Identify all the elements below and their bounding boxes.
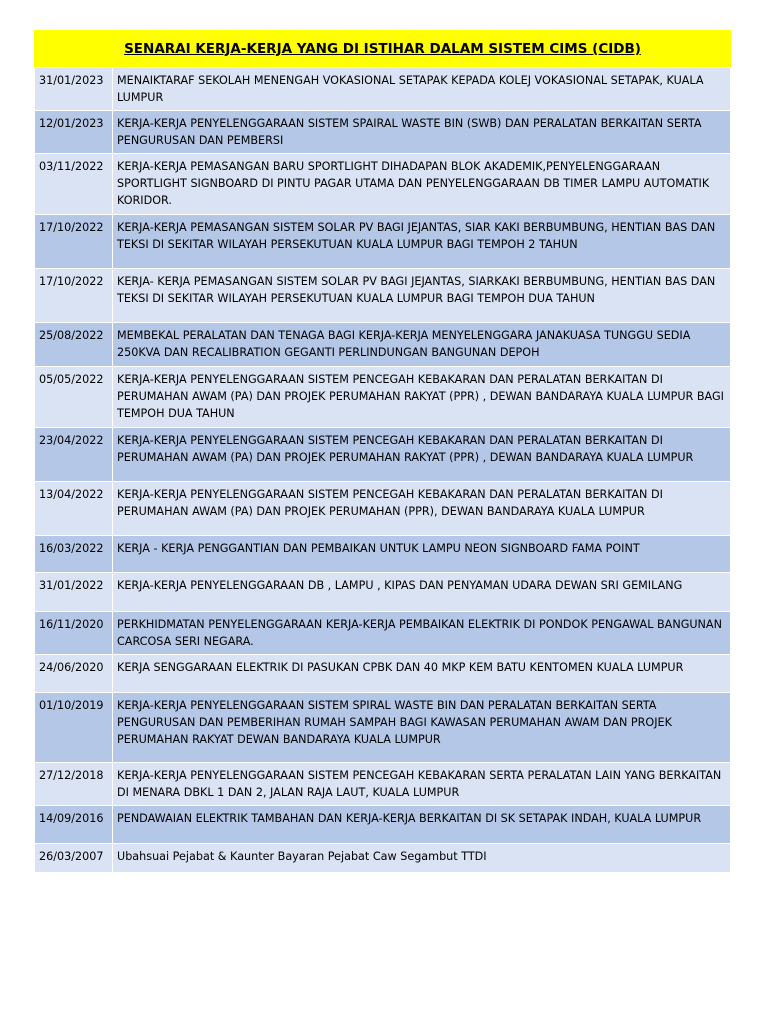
table-row	[35, 536, 731, 573]
table-row	[35, 573, 731, 612]
document-sheet	[34, 30, 731, 873]
title-bar	[34, 30, 731, 67]
row-description: KERJA- KERJA PEMASANGAN SISTEM SOLAR PV BAGI JEJANTAS, SIARKAKI BERBUMBUNG, HENTIAN BAS DAN TEKSI DI SEKITAR WILAYAH PERSEKUTUAN KUALA LUMPUR BAGI TEMPOH DUA TAHUN	[113, 269, 731, 323]
row-description: KERJA-KERJA PENYELENGGARAAN SISTEM PENCEGAH KEBAKARAN DAN PERALATAN BERKAITAN DI PERUMAHAN AWAM (PA) DAN PROJEK PERUMAHAN (PPR), DEWAN BANDARAYA KUALA LUMPUR	[113, 482, 731, 536]
row-date: 27/12/2018	[35, 763, 113, 806]
table-row	[35, 111, 731, 154]
works-table	[34, 67, 731, 873]
row-date: 14/09/2016	[35, 806, 113, 844]
row-description: PENDAWAIAN ELEKTRIK TAMBAHAN DAN KERJA-KERJA BERKAITAN DI SK SETAPAK INDAH, KUALA LUMPUR	[113, 806, 731, 844]
row-date: 13/04/2022	[35, 482, 113, 536]
table-row	[35, 367, 731, 428]
table-row	[35, 844, 731, 873]
row-date: 03/11/2022	[35, 154, 113, 215]
table-row	[35, 323, 731, 367]
table-row	[35, 763, 731, 806]
row-date: 16/11/2020	[35, 612, 113, 655]
row-date: 31/01/2023	[35, 68, 113, 111]
row-description: KERJA-KERJA PEMASANGAN BARU SPORTLIGHT DIHADAPAN BLOK AKADEMIK,PENYELENGGARAAN SPORTLIGHT SIGNBOARD DI PINTU PAGAR UTAMA DAN PENYELENGGARAAN DB TIMER LAMPU AUTOMATIK KORIDOR.	[113, 154, 731, 215]
row-description: KERJA-KERJA PENYELENGGARAAN SISTEM PENCEGAH KEBAKARAN DAN PERALATAN BERKAITAN DI PERUMAHAN AWAM (PA) DAN PROJEK PERUMAHAN RAKYAT (PPR) , DEWAN BANDARAYA KUALA LUMPUR	[113, 428, 731, 482]
row-description: KERJA - KERJA PENGGANTIAN DAN PEMBAIKAN UNTUK LAMPU NEON SIGNBOARD FAMA POINT	[113, 536, 731, 573]
table-row	[35, 154, 731, 215]
row-description: KERJA-KERJA PENYELENGGARAAN DB , LAMPU , KIPAS DAN PENYAMAN UDARA DEWAN SRI GEMILANG	[113, 573, 731, 612]
row-date: 24/06/2020	[35, 655, 113, 693]
table-row	[35, 428, 731, 482]
row-description: KERJA-KERJA PENYELENGGARAAN SISTEM PENCEGAH KEBAKARAN DAN PERALATAN BERKAITAN DI PERUMAHAN AWAM (PA) DAN PROJEK PERUMAHAN RAKYAT (PPR) , DEWAN BANDARAYA KUALA LUMPUR BAGI TEMPOH DUA TAHUN	[113, 367, 731, 428]
row-description: Ubahsuai Pejabat & Kaunter Bayaran Pejabat Caw Segambut TTDI	[113, 844, 731, 873]
row-description: MEMBEKAL PERALATAN DAN TENAGA BAGI KERJA-KERJA MENYELENGGARA JANAKUASA TUNGGU SEDIA 250KVA DAN RECALIBRATION GEGANTI PERLINDUNGAN BANGUNAN DEPOH	[113, 323, 731, 367]
row-date: 17/10/2022	[35, 215, 113, 269]
table-row	[35, 482, 731, 536]
row-date: 01/10/2019	[35, 693, 113, 763]
row-date: 26/03/2007	[35, 844, 113, 873]
row-description: KERJA-KERJA PENYELENGGARAAN SISTEM PENCEGAH KEBAKARAN SERTA PERALATAN LAIN YANG BERKAITAN DI MENARA DBKL 1 DAN 2, JALAN RAJA LAUT, KUALA LUMPUR	[113, 763, 731, 806]
row-date: 16/03/2022	[35, 536, 113, 573]
works-table-body	[35, 68, 731, 873]
row-description: KERJA-KERJA PENYELENGGARAAN SISTEM SPAIRAL WASTE BIN (SWB) DAN PERALATAN BERKAITAN SERTA PENGURUSAN DAN PEMBERSI	[113, 111, 731, 154]
row-description: KERJA-KERJA PENYELENGGARAAN SISTEM SPIRAL WASTE BIN DAN PERALATAN BERKAITAN SERTA PENGURUSAN DAN PEMBERIHAN RUMAH SAMPAH BAGI KAWASAN PERUMAHAN AWAM DAN PROJEK PERUMAHAN RAKYAT DEWAN BANDARAYA KUALA LUMPUR	[113, 693, 731, 763]
table-row	[35, 655, 731, 693]
row-description: KERJA SENGGARAAN ELEKTRIK DI PASUKAN CPBK DAN 40 MKP KEM BATU KENTOMEN KUALA LUMPUR	[113, 655, 731, 693]
table-row	[35, 612, 731, 655]
row-date: 05/05/2022	[35, 367, 113, 428]
row-description: KERJA-KERJA PEMASANGAN SISTEM SOLAR PV BAGI JEJANTAS, SIAR KAKI BERBUMBUNG, HENTIAN BAS DAN TEKSI DI SEKITAR WILAYAH PERSEKUTUAN KUALA LUMPUR BAGI TEMPOH 2 TAHUN	[113, 215, 731, 269]
row-description: MENAIKTARAF SEKOLAH MENENGAH VOKASIONAL SETAPAK KEPADA KOLEJ VOKASIONAL SETAPAK, KUALA LUMPUR	[113, 68, 731, 111]
row-date: 17/10/2022	[35, 269, 113, 323]
row-date: 31/01/2022	[35, 573, 113, 612]
row-description: PERKHIDMATAN PENYELENGGARAAN KERJA-KERJA PEMBAIKAN ELEKTRIK DI PONDOK PENGAWAL BANGUNAN CARCOSA SERI NEGARA.	[113, 612, 731, 655]
table-row	[35, 68, 731, 111]
table-row	[35, 806, 731, 844]
row-date: 25/08/2022	[35, 323, 113, 367]
table-row	[35, 269, 731, 323]
row-date: 23/04/2022	[35, 428, 113, 482]
table-row	[35, 215, 731, 269]
table-row	[35, 693, 731, 763]
document-title: SENARAI KERJA-KERJA YANG DI ISTIHAR DALAM SISTEM CIMS (CIDB)	[124, 40, 641, 57]
row-date: 12/01/2023	[35, 111, 113, 154]
